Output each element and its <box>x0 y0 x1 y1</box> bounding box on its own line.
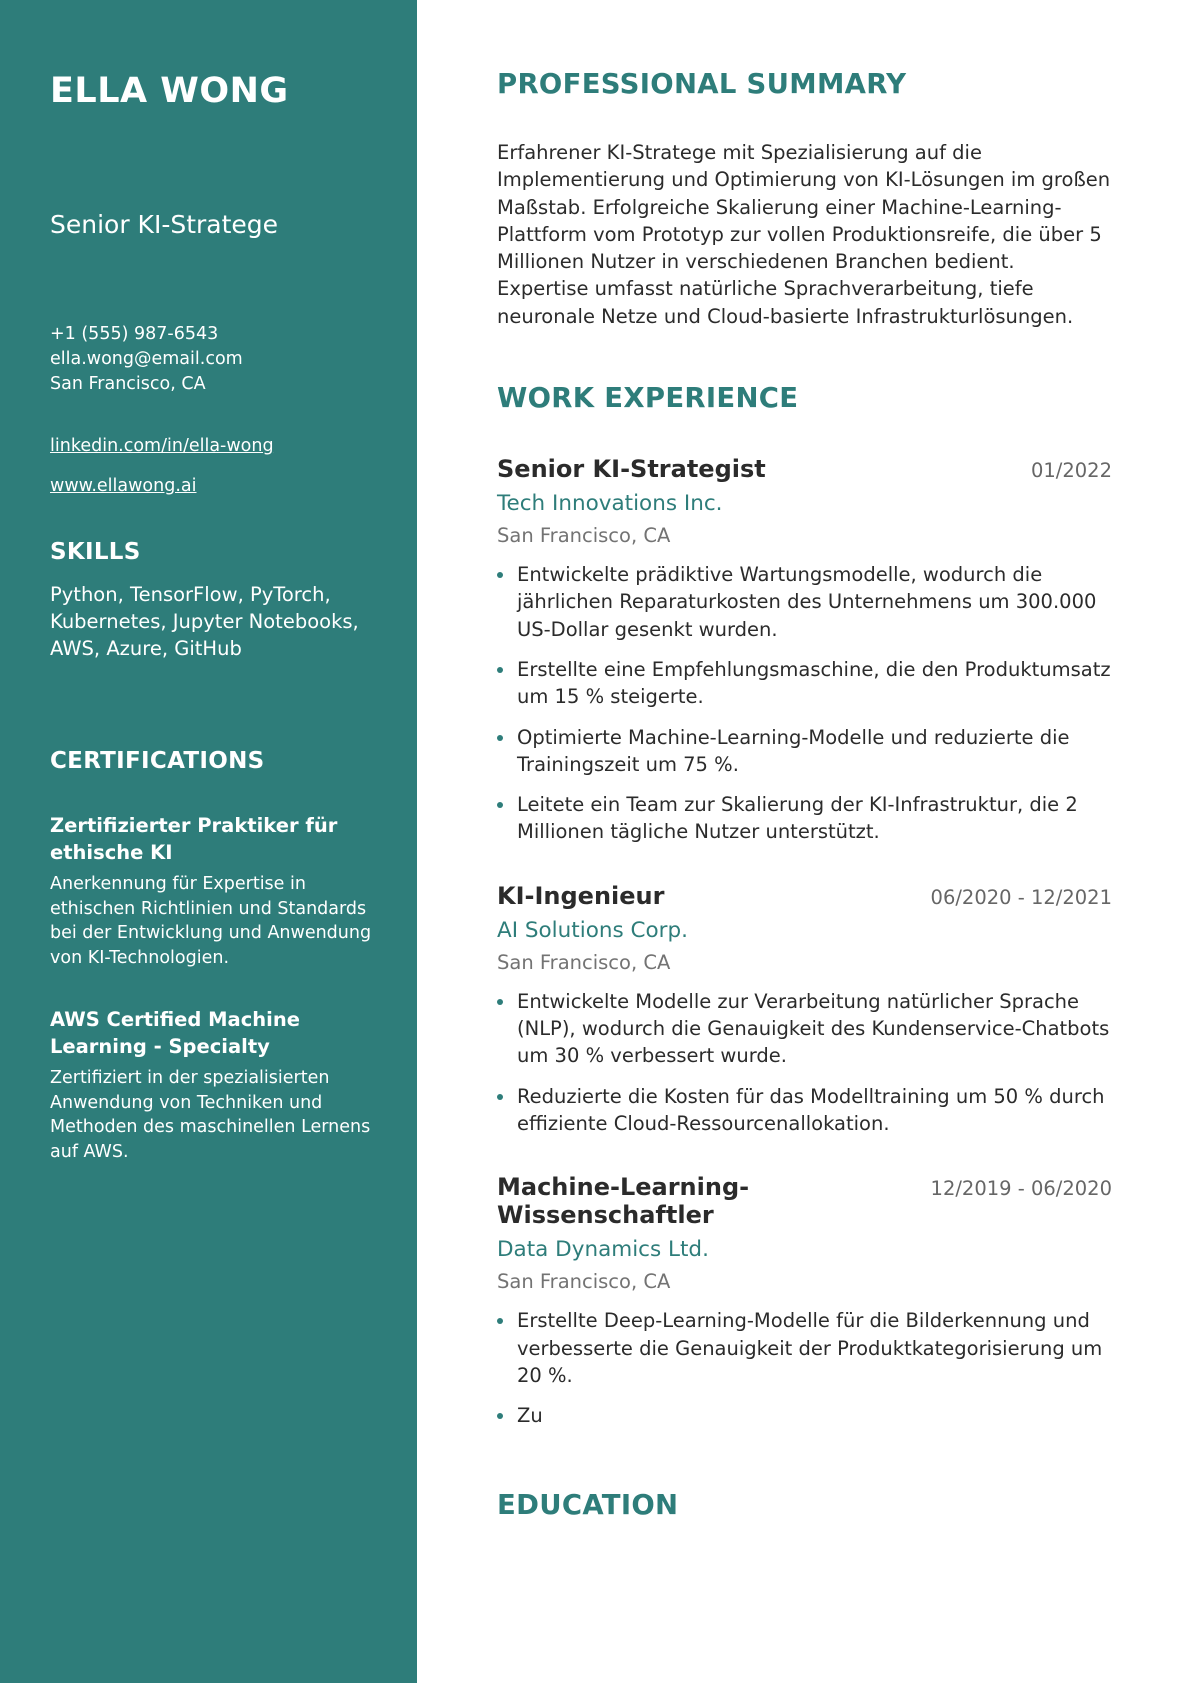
bullet-dot-icon <box>497 735 503 741</box>
skills-heading: SKILLS <box>50 539 141 565</box>
summary-heading: PROFESSIONAL SUMMARY <box>497 68 907 100</box>
bullet-item <box>497 791 1112 846</box>
certification-title: Zertifizierter Praktiker für ethische KI <box>50 814 338 864</box>
candidate-name: ELLA WONG <box>50 71 289 111</box>
job-location: San Francisco, CA <box>497 1270 671 1294</box>
bullet-item <box>497 656 1112 711</box>
bullet-text: Zu <box>517 1404 543 1428</box>
education-heading: EDUCATION <box>497 1489 679 1522</box>
certification-title: AWS Certified Machine Learning - Specialty <box>50 1008 300 1058</box>
bullet-text: Entwickelte Modelle zur Verarbeitung natürlicher Sprache (NLP), wodurch die Genauigkeit des Kundenservice-Chatbots um 30 % verbessert wurde. <box>517 989 1110 1068</box>
job-date: 01/2022 <box>1030 459 1112 483</box>
links-block <box>50 433 379 499</box>
job-company: Tech Innovations Inc. <box>497 491 723 517</box>
candidate-title: Senior KI-Stratege <box>50 210 279 239</box>
certifications-heading: CERTIFICATIONS <box>50 748 265 774</box>
bullet-dot-icon <box>497 1318 503 1324</box>
bullet-text: Optimierte Machine-Learning-Modelle und reduzierte die Trainingszeit um 75 %. <box>517 725 1070 776</box>
job-company: Data Dynamics Ltd. <box>497 1237 709 1263</box>
bullet-dot-icon <box>497 999 503 1005</box>
job-entry <box>497 455 1112 846</box>
bullet-item <box>497 1307 1112 1389</box>
location: San Francisco, CA <box>50 374 206 394</box>
job-entry <box>497 882 1112 1137</box>
bullet-item <box>497 1402 1112 1429</box>
job-bullets <box>497 1307 1112 1429</box>
certification-item <box>50 1006 379 1164</box>
bullet-item <box>497 724 1112 779</box>
bullet-text: Entwickelte prädiktive Wartungsmodelle, wodurch die jährlichen Reparaturkosten des Unternehmens um 300.000 US-Dollar gesenkt wurden. <box>517 563 1097 641</box>
email-address: ella.wong@email.com <box>50 349 243 369</box>
job-location: San Francisco, CA <box>497 950 671 974</box>
job-header <box>497 455 1112 483</box>
phone-number: +1 (555) 987-6543 <box>50 324 219 344</box>
job-header <box>497 1173 1112 1229</box>
summary-text: Erfahrener KI-Stratege mit Spezialisierung auf die Implementierung und Optimierung von KI-Lösungen im großen Maßstab. Erfolgreiche Skalierung einer Machine-Learning-Plattform vom Prototyp zur vollen Produktionsreife, die über 5 Millionen Nutzer in verschiedenen Branchen bedient. Expertise umfasst natürliche Sprachverarbeitung, tiefe neuronale Netze und Cloud-basierte Infrastrukturlösungen. <box>497 141 1111 328</box>
linkedin-link[interactable]: linkedin.com/in/ella-wong <box>50 436 274 456</box>
job-role: KI-Ingenieur <box>497 881 665 910</box>
bullet-dot-icon <box>497 572 503 578</box>
bullet-dot-icon <box>497 1094 503 1100</box>
bullet-text: Erstellte Deep-Learning-Modelle für die Bilderkennung und verbesserte die Genauigkeit der Produktkategorisierung um 20 %. <box>517 1309 1103 1387</box>
bullet-dot-icon <box>497 667 503 673</box>
certification-description: Zertifiziert in der spezialisierten Anwendung von Techniken und Methoden des maschinellen Lernens auf AWS. <box>50 1068 371 1162</box>
job-header <box>497 882 1112 910</box>
bullet-item <box>497 1083 1112 1138</box>
bullet-dot-icon <box>497 1413 503 1419</box>
work-experience-heading: WORK EXPERIENCE <box>497 382 799 415</box>
bullet-text: Reduzierte die Kosten für das Modelltraining um 50 % durch effiziente Cloud-Ressourcenallokation. <box>517 1084 1105 1135</box>
job-entry <box>497 1173 1112 1429</box>
contact-block <box>50 322 379 397</box>
main-content <box>417 0 1190 1683</box>
sidebar <box>0 0 417 1683</box>
bullet-text: Leitete ein Team zur Skalierung der KI-Infrastruktur, die 2 Millionen tägliche Nutzer unterstützt. <box>517 793 1078 844</box>
job-company: AI Solutions Corp. <box>497 917 688 943</box>
job-role: Senior KI-Strategist <box>497 455 766 484</box>
job-date: 06/2020 - 12/2021 <box>930 885 1112 909</box>
certification-description: Anerkennung für Expertise in ethischen Richtlinien und Standards bei der Entwicklung und Anwendung von KI-Technologien. <box>50 874 372 968</box>
job-bullets <box>497 561 1112 846</box>
bullet-item <box>497 988 1112 1070</box>
job-bullets <box>497 988 1112 1137</box>
bullet-text: Erstellte eine Empfehlungsmaschine, die den Produktumsatz um 15 % steigerte. <box>517 657 1111 709</box>
bullet-item <box>497 561 1112 643</box>
bullet-dot-icon <box>497 802 503 808</box>
website-link[interactable]: www.ellawong.ai <box>50 476 197 496</box>
job-role: Machine-Learning-Wissenschaftler <box>497 1173 750 1230</box>
certification-item <box>50 812 379 970</box>
skills-list: Python, TensorFlow, PyTorch, Kubernetes, Jupyter Notebooks, AWS, Azure, GitHub <box>50 583 359 660</box>
job-date: 12/2019 - 06/2020 <box>930 1177 1112 1201</box>
job-location: San Francisco, CA <box>497 524 671 548</box>
